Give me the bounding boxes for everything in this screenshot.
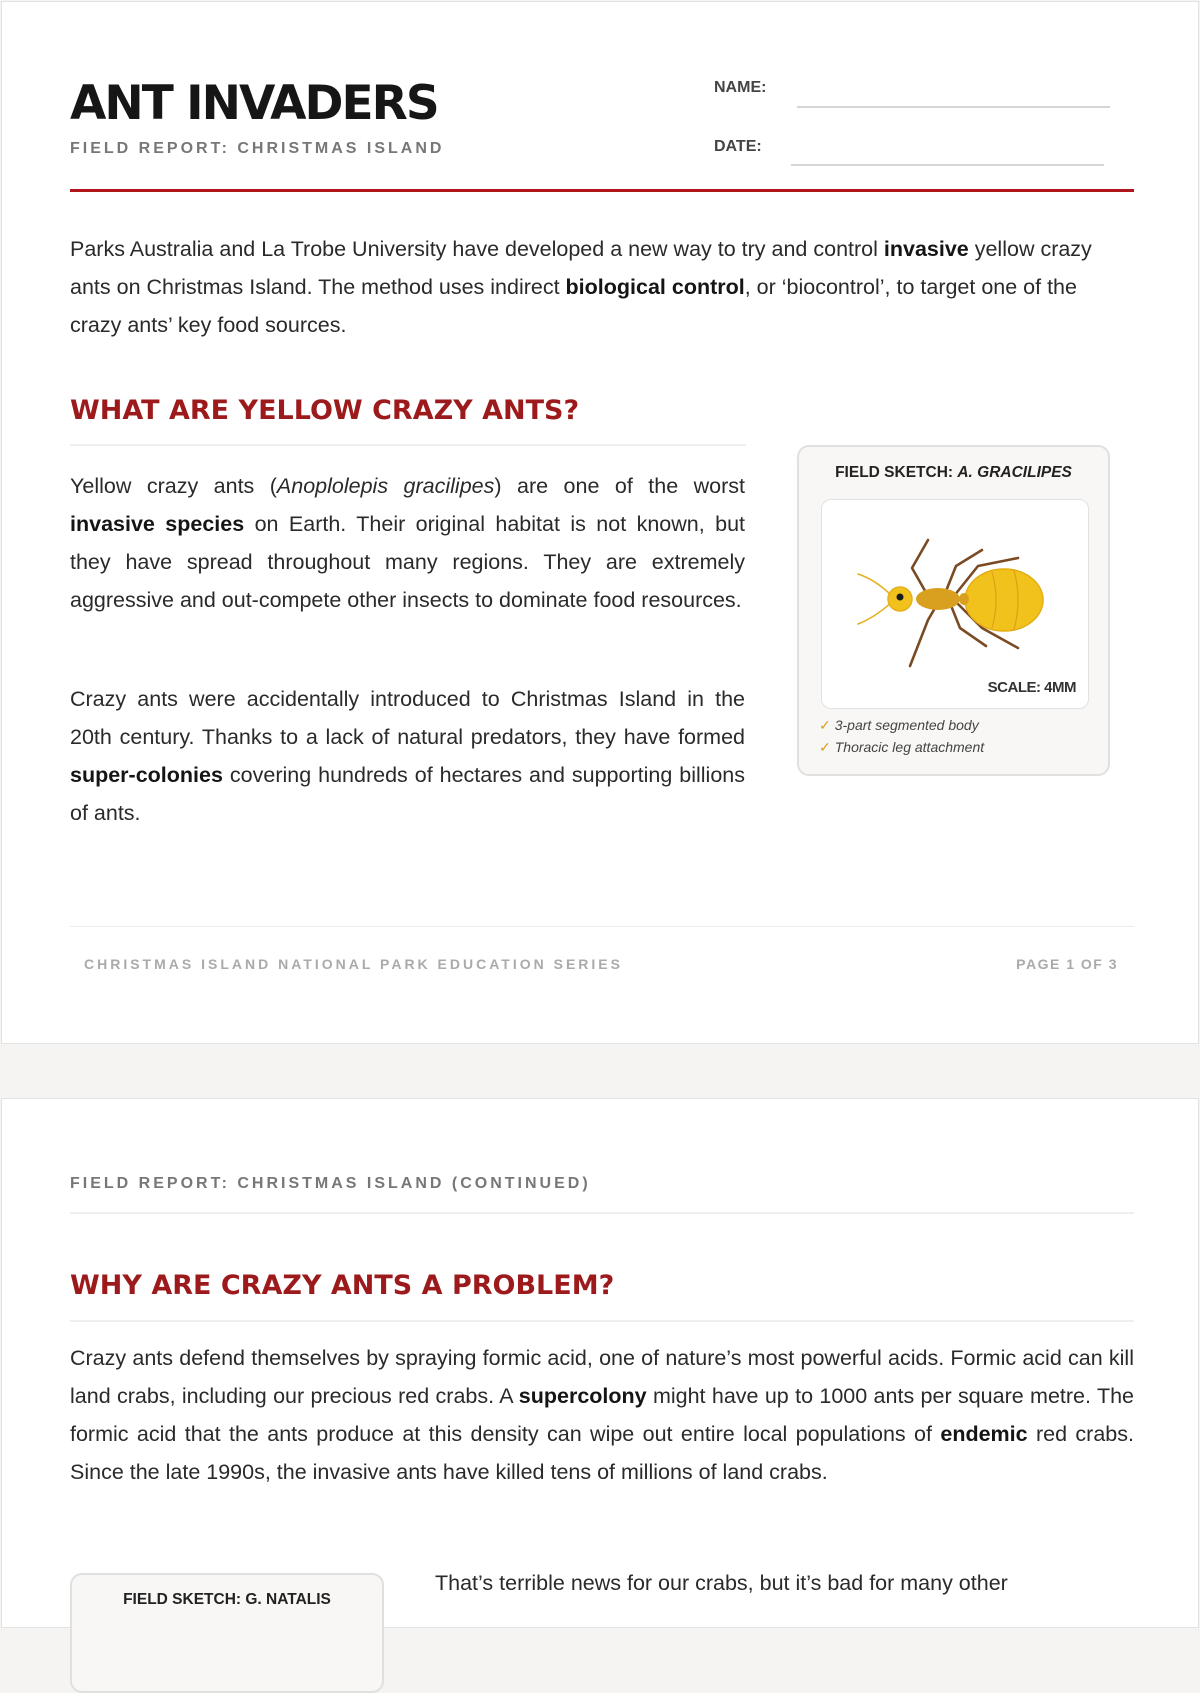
date-label: DATE:: [714, 138, 762, 155]
ant-antennae: [858, 574, 892, 624]
report-page-1: [1, 1, 1199, 1044]
section-heading-why: WHY ARE CRAZY ANTS A PROBLEM?: [70, 1270, 615, 1301]
ant-petiole: [959, 593, 969, 605]
check-icon: ✓: [819, 717, 831, 733]
sketch-frame: [821, 499, 1089, 709]
field-sketch-card: [797, 445, 1110, 776]
ant-abdomen: [965, 569, 1043, 631]
report-page-2: [1, 1098, 1199, 1628]
continued-subtitle: FIELD REPORT: CHRISTMAS ISLAND (CONTINUED): [70, 1175, 591, 1192]
ant-eye: [897, 594, 904, 601]
page-subtitle: FIELD REPORT: CHRISTMAS ISLAND: [70, 140, 445, 157]
sketch-note-1: ✓ 3-part segmented body: [819, 717, 979, 733]
sketch-scale: SCALE: 4MM: [987, 679, 1076, 696]
problem-paragraph-2: That’s terrible news for our crabs, but it’s bad for many other: [435, 1571, 1008, 1595]
name-label: NAME:: [714, 79, 767, 96]
date-field[interactable]: [791, 164, 1104, 166]
check-icon: ✓: [819, 739, 831, 755]
crazy-ants-paragraph-1: Yellow crazy ants (Anoplolepis gracilipes) are one of the worst invasive species on Earth. Their original habitat is not known, but they have spread throughout many regions. They are extremely aggressive and out-compete other insects to dominate food resources.: [70, 474, 745, 612]
sketch-title-2: FIELD SKETCH: G. NATALIS: [123, 1591, 331, 1608]
page-number: PAGE 1 OF 3: [1016, 956, 1118, 972]
footer-divider: [70, 926, 1134, 927]
subtitle-divider: [70, 1212, 1134, 1214]
section-divider: [70, 1320, 1134, 1322]
problem-paragraph-1: Crazy ants defend themselves by spraying formic acid, one of nature’s most powerful acids. Formic acid can kill land crabs, including our precious red crabs. A supercolony might have up to 1000 ants per square metre. The formic acid that the ants produce at this density can wipe out entire local populations of endemic red crabs. Since the late 1990s, the invasive ants have killed tens of millions of land crabs.: [70, 1346, 1134, 1484]
crazy-ants-paragraph-2: Crazy ants were accidentally introduced to Christmas Island in the 20th century. Thanks to a lack of natural predators, they have formed super-colonies covering hundreds of hectares and supporting billions of ants.: [70, 687, 745, 825]
section-divider: [70, 444, 746, 446]
header-divider: [70, 189, 1134, 192]
section-heading-what: WHAT ARE YELLOW CRAZY ANTS?: [70, 395, 580, 426]
footer-series: CHRISTMAS ISLAND NATIONAL PARK EDUCATION SERIES: [84, 956, 623, 972]
name-field[interactable]: [797, 106, 1110, 108]
sketch-title: FIELD SKETCH: A. GRACILIPES: [835, 464, 1072, 481]
intro-paragraph: Parks Australia and La Trobe University have developed a new way to try and control invasive yellow crazy ants on Christmas Island. The method uses indirect biological control, or ‘biocontrol’, to target one of the crazy ants’ key food sources.: [70, 237, 1092, 337]
ant-illustration: [822, 500, 1088, 708]
ant-thorax: [916, 588, 960, 610]
field-sketch-card-2: [70, 1573, 384, 1693]
sketch-note-2: ✓ Thoracic leg attachment: [819, 739, 985, 755]
page-title: ANT INVADERS: [70, 76, 438, 131]
